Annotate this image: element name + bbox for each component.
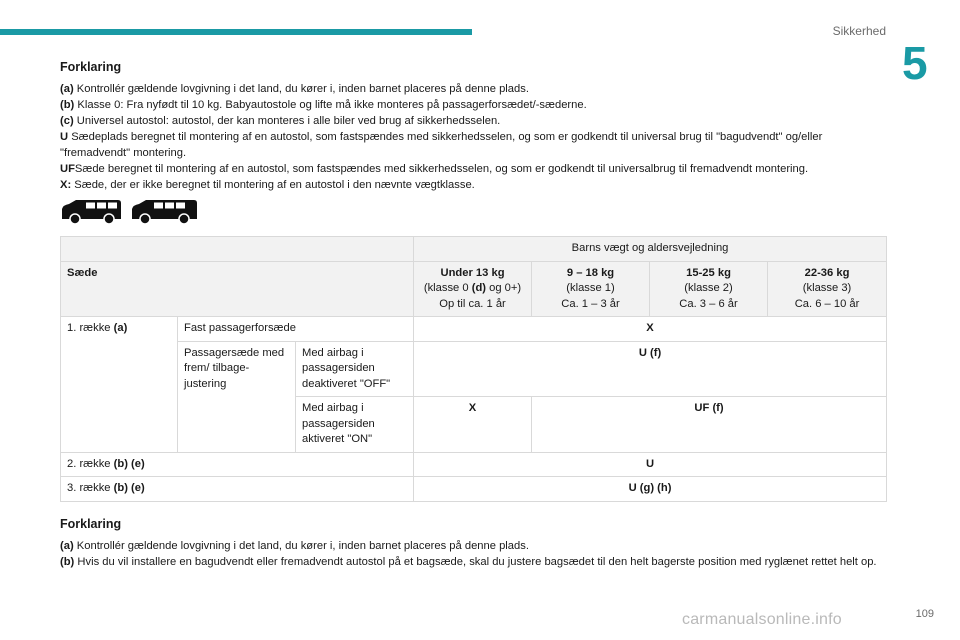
header-accent-bar	[0, 29, 472, 35]
seat-type-cell: Passagersæde med frem/ tilbage-justering	[178, 341, 296, 452]
airbag-cell: Med airbag i passagersiden aktiveret "ON"	[296, 397, 414, 453]
seat-header: Sæde	[61, 261, 414, 317]
value-cell: X	[414, 317, 887, 342]
table-row	[61, 317, 887, 342]
legend-heading: Forklaring	[60, 517, 122, 531]
value-cell: U (f)	[414, 341, 887, 397]
legend-top	[60, 59, 890, 193]
weight-col-header: 22-36 kg (klasse 3) Ca. 6 – 10 år	[768, 261, 887, 317]
table-header-row	[61, 261, 887, 317]
airbag-cell: Med airbag i passagersiden deaktiveret "OFF"	[296, 341, 414, 397]
child-seat-table	[60, 236, 887, 502]
row-label: 2. række (b) (e)	[61, 452, 414, 477]
value-cell: U	[414, 452, 887, 477]
legend-item: (a) Kontrollér gældende lovgivning i det land, du kører i, inden barnet placeres på denne plads.	[60, 540, 529, 552]
chapter-number: 5	[902, 37, 928, 89]
legend-item: (a) Kontrollér gældende lovgivning i det land, du kører i, inden barnet placeres på denne plads.	[60, 83, 529, 95]
watermark: carmanualsonline.info	[682, 611, 842, 628]
value-cell: UF (f)	[532, 397, 887, 453]
legend-heading: Forklaring	[60, 60, 122, 74]
row-label: 1. række (a)	[61, 317, 178, 453]
legend-item: (b) Klasse 0: Fra nyfødt til 10 kg. Babyautostole og lifte må ikke monteres på passagerforsædet/-sæderne.	[60, 99, 587, 111]
weight-col-header: 15-25 kg (klasse 2) Ca. 3 – 6 år	[650, 261, 768, 317]
legend-item: UFSæde beregnet til montering af en autostol, som fastspændes med sikkerhedsselen, og som er godkendt til universalbrug til fremadvendt montering.	[60, 163, 809, 175]
legend-item: U Sædeplads beregnet til montering af en autostol, som fastspændes med sikkerhedsselen, og som er godkendt til universal brug til "bagudvendt" og/eller "fremadvendt" montering.	[60, 131, 823, 159]
vehicle-icons	[60, 197, 200, 227]
legend-item: (b) Hvis du vil installere en bagudvendt eller fremadvendt autostol på et bagsæde, skal du justere bagsædet til den helt bagerste position med ryglænet rettet helt op.	[60, 556, 877, 568]
page-number: 109	[915, 608, 934, 620]
weight-col-header: Under 13 kg (klasse 0 (d) og 0+) Op til ca. 1 år	[414, 261, 532, 317]
table-row	[61, 341, 887, 397]
value-cell: X	[414, 397, 532, 453]
value-cell: U (g) (h)	[414, 477, 887, 502]
section-title: Sikkerhed	[832, 24, 886, 38]
seat-type-cell: Fast passagerforsæde	[178, 317, 414, 342]
legend-item: (c) Universel autostol: autostol, der kan monteres i alle biler ved brug af sikkerhedsselen.	[60, 115, 501, 127]
table-row	[61, 452, 887, 477]
weight-group-header: Barns vægt og aldersvejledning	[414, 237, 887, 262]
table-header-row	[61, 237, 887, 262]
van-icon	[132, 200, 197, 224]
empty-cell	[61, 237, 414, 262]
table-row	[61, 477, 887, 502]
legend-item: X: Sæde, der er ikke beregnet til montering af en autostol i den nævnte vægtklasse.	[60, 179, 475, 191]
weight-col-header: 9 – 18 kg (klasse 1) Ca. 1 – 3 år	[532, 261, 650, 317]
van-icon	[62, 200, 121, 224]
legend-bottom	[60, 516, 890, 570]
row-label: 3. række (b) (e)	[61, 477, 414, 502]
